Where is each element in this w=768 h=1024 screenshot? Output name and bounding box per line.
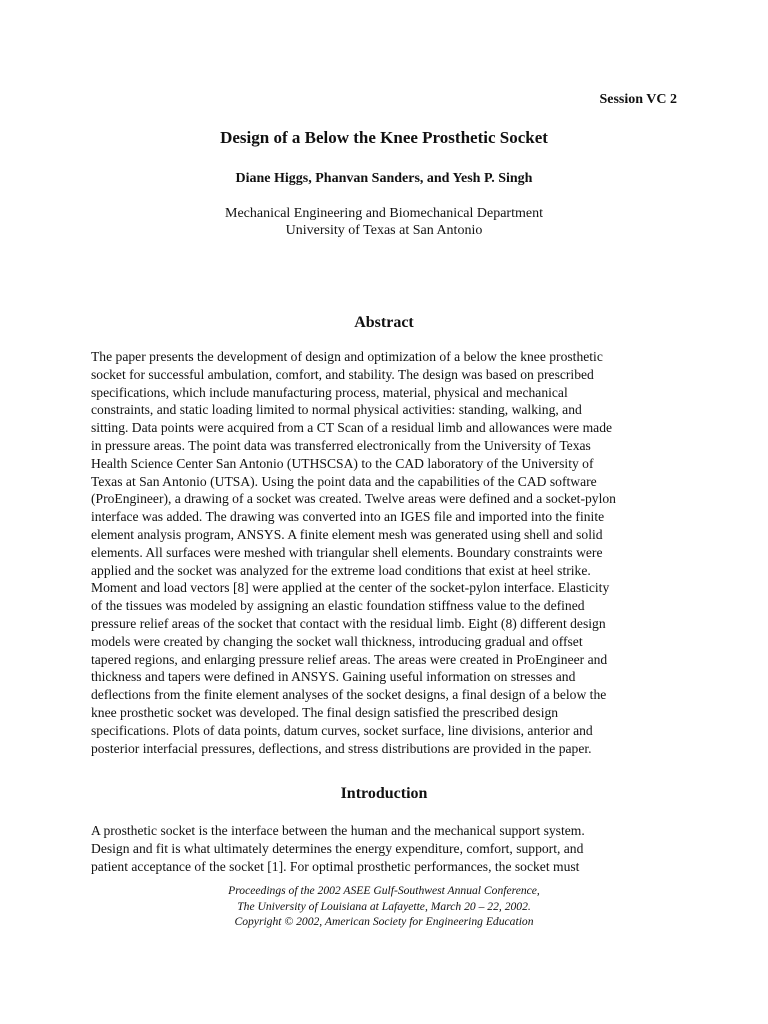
- abstract-line: element analysis program, ANSYS. A finite element mesh was generated using shell and solid: [91, 526, 603, 542]
- abstract-line: elements. All surfaces were meshed with triangular shell elements. Boundary constraints were: [91, 544, 603, 560]
- footer-line: Proceedings of the 2002 ASEE Gulf-Southwest Annual Conference,: [228, 884, 540, 897]
- abstract-line: tapered regions, and enlarging pressure relief areas. The areas were created in ProEngineer and: [91, 651, 608, 667]
- abstract-line: constraints, and static loading limited to normal physical activities: standing, walking, and: [91, 402, 582, 418]
- abstract-line: applied and the socket was analyzed for the extreme load conditions that exist at heel strike.: [91, 562, 591, 578]
- abstract-line: models were created by changing the socket wall thickness, introducing gradual and offset: [91, 633, 583, 649]
- proceedings-footer: [0, 883, 768, 930]
- abstract-line: thickness and tapers were defined in ANSYS. Gaining useful information on stresses and: [91, 669, 576, 685]
- footer-line: The University of Louisiana at Lafayette, March 20 – 22, 2002.: [237, 899, 531, 913]
- abstract-line: in pressure areas. The point data was transferred electronically from the University of Texas: [91, 437, 591, 453]
- abstract-line: posterior interfacial pressures, deflections, and stress distributions are provided in the paper.: [91, 740, 592, 756]
- abstract-line: (ProEngineer), a drawing of a socket was created. Twelve areas were defined and a socket-pylon: [91, 491, 616, 507]
- introduction-heading: Introduction: [340, 785, 428, 802]
- abstract-line: pressure relief areas of the socket that contact with the residual limb. Eight (8) different design: [91, 615, 606, 631]
- affiliation: [0, 205, 768, 239]
- author-list: Diane Higgs, Phanvan Sanders, and Yesh P. Singh: [235, 171, 533, 186]
- abstract-line: sitting. Data points were acquired from a CT Scan of a residual limb and allowances were made: [91, 420, 613, 436]
- abstract-heading: Abstract: [354, 314, 414, 331]
- paper-title: Design of a Below the Knee Prosthetic Socket: [220, 128, 548, 147]
- introduction-line: patient acceptance of the socket [1]. For optimal prosthetic performances, the socket must: [91, 858, 580, 874]
- abstract-line: Texas at San Antonio (UTSA). Using the point data and the capabilities of the CAD software: [91, 473, 597, 489]
- abstract-line: specifications, which include manufacturing process, material, physical and mechanical: [91, 384, 568, 400]
- abstract-line: deflections from the finite element analyses of the socket designs, a final design of a below the: [91, 687, 607, 703]
- affiliation-line: Mechanical Engineering and Biomechanical Department: [225, 206, 543, 221]
- abstract-line: specifications. Plots of data points, datum curves, socket surface, line divisions, anterior and: [91, 722, 593, 738]
- introduction-line: Design and fit is what ultimately determines the energy expenditure, comfort, support, and: [91, 840, 584, 856]
- abstract-line: The paper presents the development of design and optimization of a below the knee prosthetic: [91, 349, 603, 364]
- introduction-text: [91, 822, 691, 875]
- abstract-line: Moment and load vectors [8] were applied at the center of the socket-pylon interface. Elasticity: [91, 580, 610, 596]
- abstract-line: knee prosthetic socket was developed. The final design satisfied the prescribed design: [91, 704, 559, 720]
- session-label: Session VC 2: [599, 92, 677, 107]
- footer-line: Copyright © 2002, American Society for Engineering Education: [234, 915, 534, 928]
- abstract-text: [91, 348, 691, 757]
- abstract-line: Health Science Center San Antonio (UTHSCSA) to the CAD laboratory of the University of: [91, 455, 594, 471]
- introduction-line: A prosthetic socket is the interface between the human and the mechanical support system.: [91, 823, 585, 838]
- affiliation-line: University of Texas at San Antonio: [285, 223, 483, 238]
- abstract-line: of the tissues was modeled by assigning an elastic foundation stiffness value to the defined: [91, 598, 585, 614]
- abstract-line: socket for successful ambulation, comfort, and stability. The design was based on prescribed: [91, 366, 594, 382]
- abstract-line: interface was added. The drawing was converted into an IGES file and imported into the finite: [91, 509, 605, 525]
